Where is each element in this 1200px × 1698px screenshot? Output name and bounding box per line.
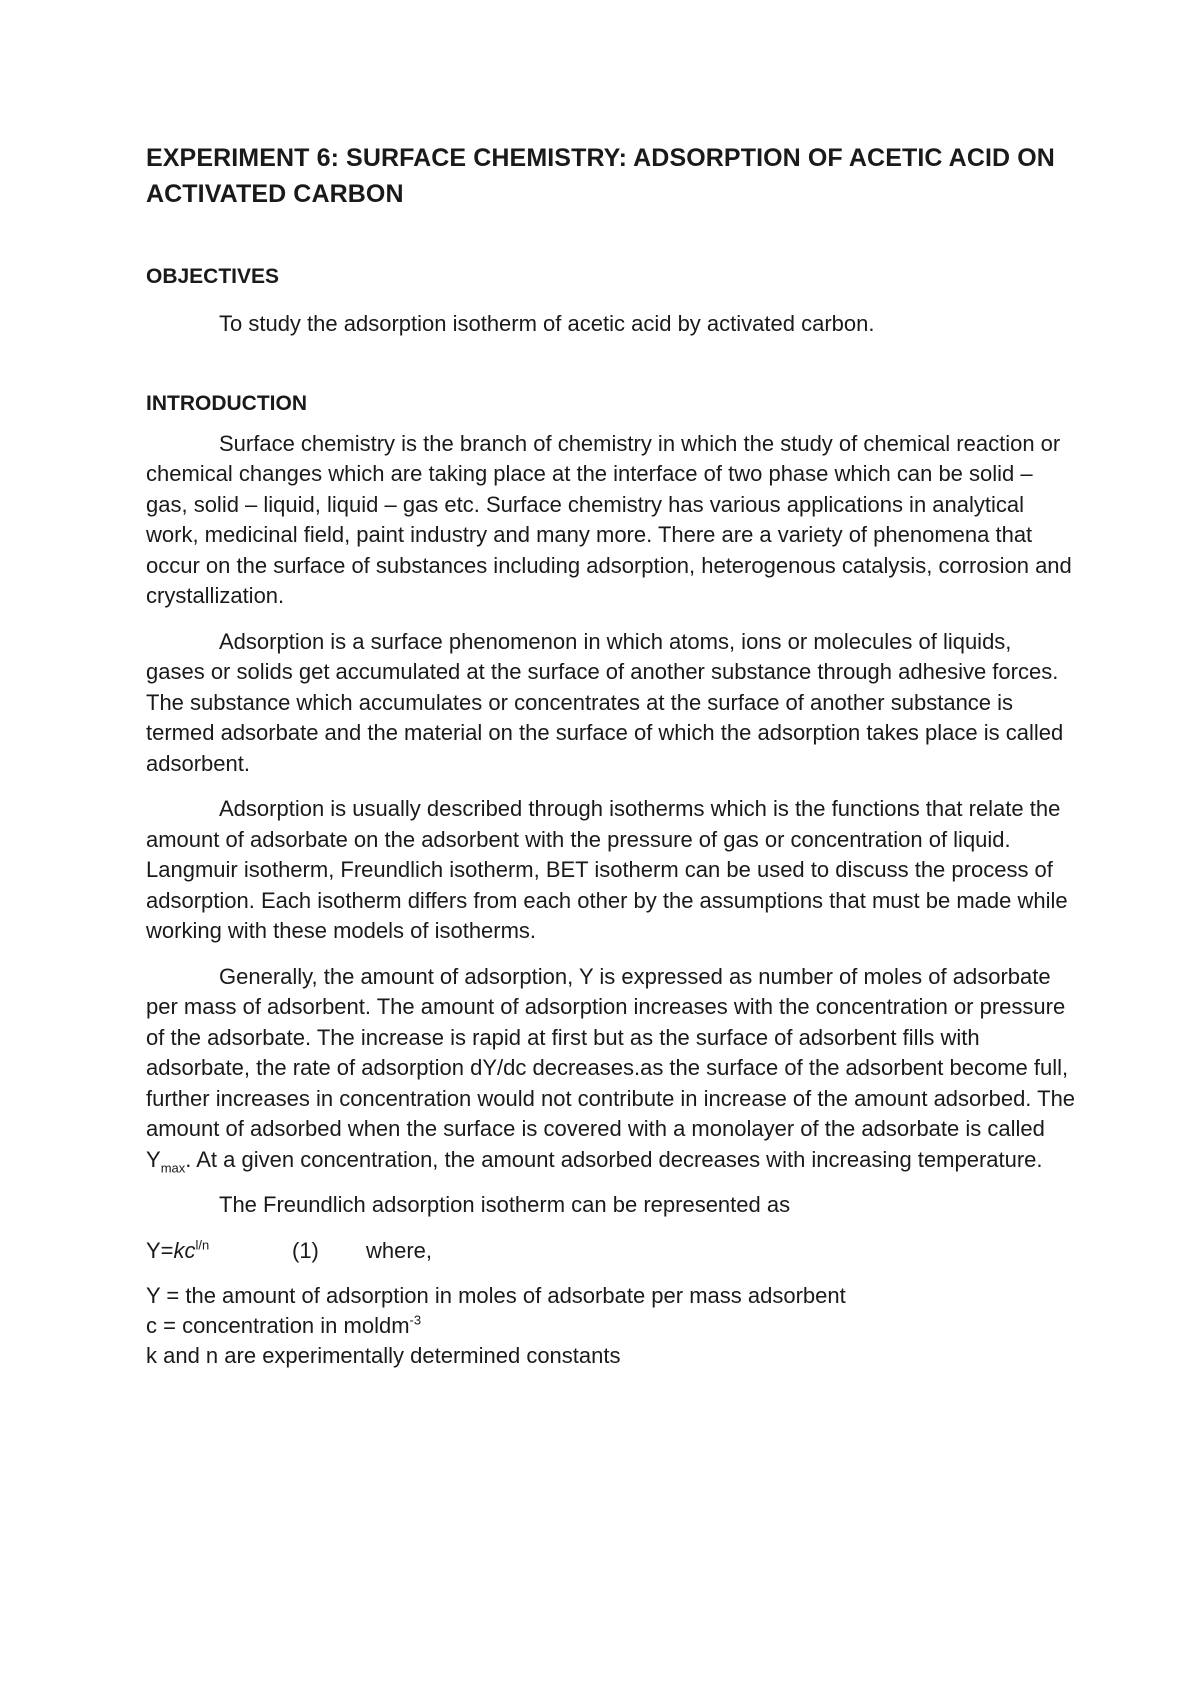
introduction-heading: INTRODUCTION [146,392,307,415]
intro-paragraph-4-text: Generally, the amount of adsorption, Y is expressed as number of moles of adsorbate per mass of adsorbent. The amount of adsorption increases with the concentration or pressure of the adsorbate. The increase is rapid at first but as the surface of adsorbent fills with adsorbate, the rate of adsorption dY/dc decreases.as the surface of the adsorbent become full, further increases in concentration would not contribute in increase of the amount adsorbed. The amount of adsorbed when the surface is covered with a monolayer of the adsorbate is called Y [146,963,1076,1172]
definition-c-exponent: -3 [409,1312,422,1328]
freundlich-equation [146,1236,1076,1267]
equation-expression [146,1236,292,1267]
definition-k-n: k and n are experimentally determined constants [146,1343,621,1368]
definition-c [146,1311,1076,1341]
intro-paragraph-4 [146,962,1076,1176]
equation-exponent: l/n [195,1237,210,1253]
intro-paragraph-4-tail: . At a given concentration, the amount adsorbed decreases with increasing temperature. [185,1146,1043,1172]
objectives-text: To study the adsorption isotherm of acetic acid by activated carbon. [219,310,875,336]
equation-lhs: Y= [146,1237,174,1263]
document-body [146,140,1076,1371]
equation-number: (1) [292,1237,319,1263]
ymax-subscript: max [160,1159,186,1175]
document-title: EXPERIMENT 6: SURFACE CHEMISTRY: ADSORPTION OF ACETIC ACID ON ACTIVATED CARBON [146,144,1055,208]
equation-where: where, [366,1237,433,1263]
intro-paragraph-5: The Freundlich adsorption isotherm can be represented as [219,1192,791,1217]
definition-y: Y = the amount of adsorption in moles of adsorbate per mass adsorbent [146,1283,846,1308]
variable-definitions [146,1281,1076,1371]
intro-paragraph-1: Surface chemistry is the branch of chemistry in which the study of chemical reaction or chemical changes which are taking place at the interface of two phase which can be solid – gas, solid – liquid, liquid – gas etc. Surface chemistry has various applications in analytical work, medicinal field, paint industry and many more. There are a variety of phenomena that occur on the surface of substances including adsorption, heterogenous catalysis, corrosion and crystallization. [146,430,1072,608]
intro-paragraph-2: Adsorption is a surface phenomenon in which atoms, ions or molecules of liquids, gases or solids get accumulated at the surface of another substance through adhesive forces. The substance which accumulates or concentrates at the surface of another substance is termed adsorbate and the material on the surface of which the adsorption takes place is called adsorbent. [146,628,1064,776]
equation-kc: kc [173,1237,196,1263]
definition-c-text: c = concentration in moldm [146,1313,410,1338]
objectives-heading: OBJECTIVES [146,265,280,288]
intro-paragraph-3: Adsorption is usually described through isotherms which is the functions that relate the amount of adsorbate on the adsorbent with the pressure of gas or concentration of liquid. Langmuir isotherm, Freundlich isotherm, BET isotherm can be used to discuss the process of adsorption. Each isotherm differs from each other by the assumptions that must be made while working with these models of isotherms. [146,796,1068,943]
